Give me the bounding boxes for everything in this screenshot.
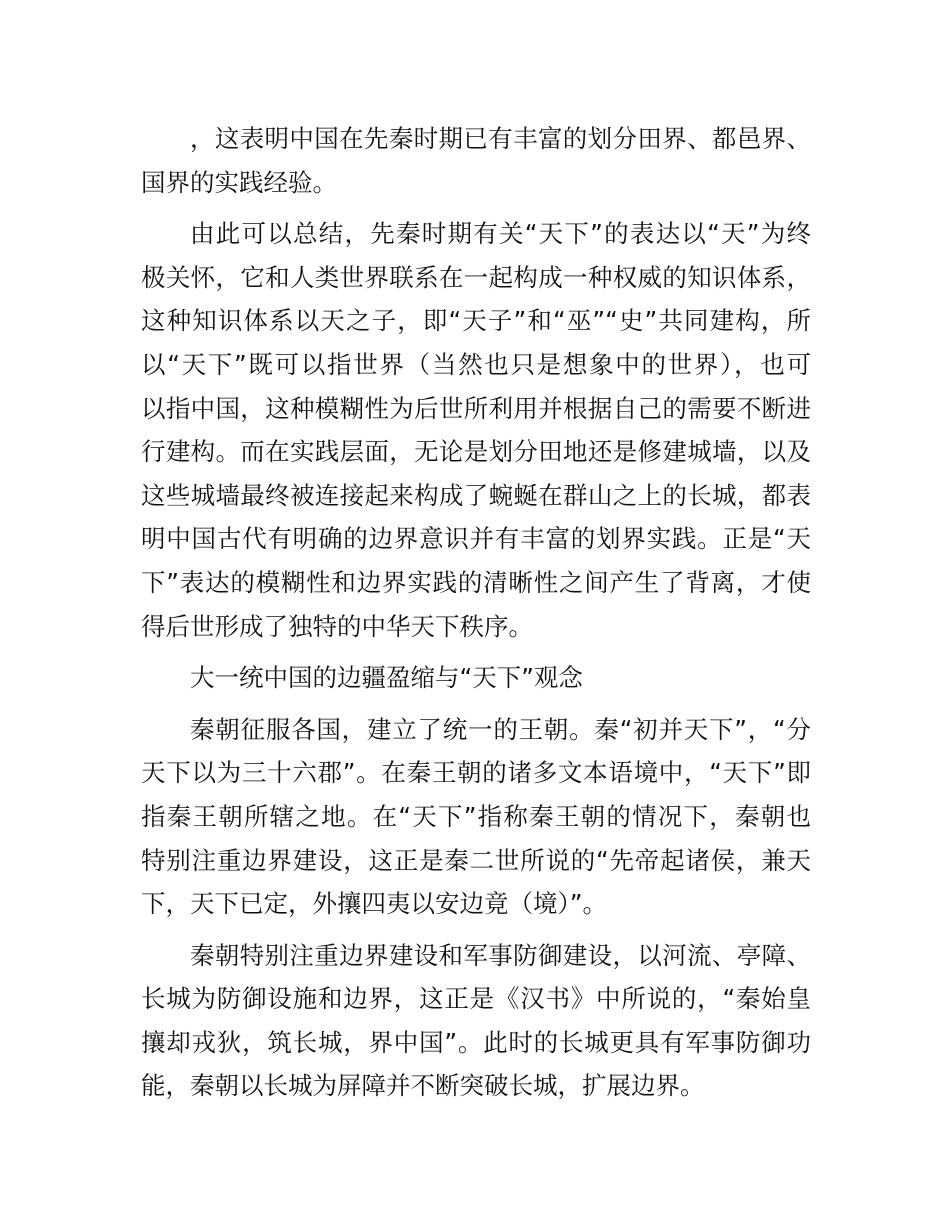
text-line: 特别注重边界建设，这正是秦二世所说的“先帝起诸侯，兼天 (141, 845, 811, 875)
paragraph-3 (141, 708, 811, 926)
text-line: 这种知识体系以天之子，即“天子”和“巫”“史”共同建构，所 (141, 306, 811, 336)
text-line: 极关怀，它和人类世界联系在一起构成一种权威的知识体系， (141, 262, 811, 292)
text-line: 这些城墙最终被连接起来构成了蜿蜒在群山之上的长城，都表 (141, 480, 811, 510)
document-page (141, 117, 811, 1108)
paragraph-1 (141, 117, 811, 204)
heading-line: 大一统中国的边疆盈缩与“天下”观念 (190, 663, 583, 693)
text-line: 以指中国，这种模糊性为后世所利用并根据自己的需要不断进 (141, 393, 811, 423)
text-line: 天下以为三十六郡”。在秦王朝的诸多文本语境中，“天下”即 (141, 758, 811, 788)
paragraph-4 (141, 934, 811, 1108)
text-line: 明中国古代有明确的边界意识并有丰富的划界实践。正是“天 (141, 524, 811, 554)
text-line: 能，秦朝以长城为屏障并不断突破长城，扩展边界。 (141, 1071, 705, 1101)
text-line: 长城为防御设施和边界，这正是《汉书》中所说的，“秦始皇 (141, 984, 811, 1014)
text-line: 秦朝特别注重边界建设和军事防御建设，以河流、亭障、 (190, 940, 811, 970)
text-line: ，这表明中国在先秦时期已有丰富的划分田界、都邑界、 (190, 124, 811, 153)
text-line: 行建构。而在实践层面，无论是划分田地还是修建城墙，以及 (141, 437, 811, 467)
text-line: 下，天下已定，外攘四夷以安边竟（境）”。 (141, 889, 607, 919)
text-line: 秦朝征服各国，建立了统一的王朝。秦“初并天下”，“分 (190, 714, 811, 744)
text-line: 国界的实践经验。 (141, 167, 337, 197)
section-heading (141, 656, 811, 700)
text-line: 由此可以总结，先秦时期有关“天下”的表达以“天”为终 (190, 219, 811, 249)
text-line: 指秦王朝所辖之地。在“天下”指称秦王朝的情况下，秦朝也 (141, 801, 811, 831)
text-line: 得后世形成了独特的中华天下秩序。 (141, 611, 533, 641)
text-line: 下”表达的模糊性和边界实践的清晰性之间产生了背离，才使 (141, 567, 811, 597)
text-line: 以“天下”既可以指世界（当然也只是想象中的世界），也可 (141, 349, 811, 379)
text-line: 攘却戎狄，筑长城，界中国”。此时的长城更具有军事防御功 (141, 1027, 811, 1057)
paragraph-2 (141, 212, 811, 648)
